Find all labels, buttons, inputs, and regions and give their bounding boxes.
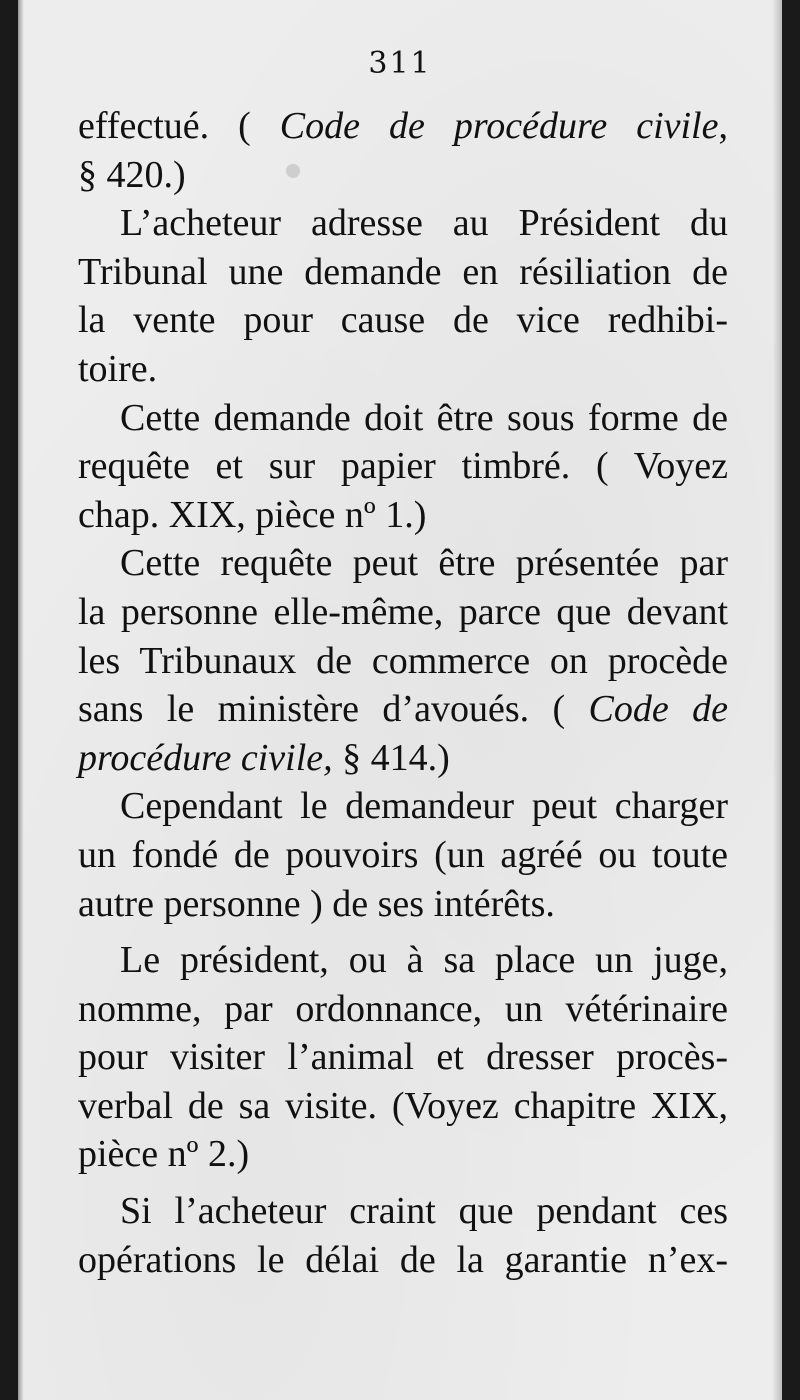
text-run: pièce nº 2.) [78, 1133, 250, 1176]
text-run: la vente pour cause de vice redhibi- [78, 299, 728, 342]
text-run: § 414.) [332, 736, 450, 779]
text-line [78, 936, 728, 985]
text-run: Cependant le demandeur peut charger [120, 785, 728, 828]
text-line [78, 1033, 728, 1082]
text-line [78, 442, 728, 491]
text-run: chap. XIX, pièce nº 1.) [78, 493, 427, 536]
text-run: requête et sur papier timbré. ( Voyez [78, 445, 728, 488]
text-line [78, 491, 728, 540]
text-run: Tribunal une demande en résiliation de [78, 250, 728, 293]
text-line [78, 539, 728, 588]
text-run: , [718, 105, 728, 147]
text-run: effectué. ( [78, 105, 280, 147]
text-run: la personne elle-même, parce que devant [78, 590, 728, 633]
body-text [78, 102, 728, 1284]
text-run: nomme, par ordonnance, un vétérinaire [78, 987, 728, 1030]
page-edge-right [772, 0, 782, 1400]
text-run: § 420.) [78, 153, 186, 196]
text-line [78, 199, 728, 248]
text-run: un fondé de pouvoirs (un agréé ou toute [78, 833, 728, 876]
text-line [78, 1236, 728, 1285]
italic-text: procédure civile, [78, 736, 333, 779]
text-line [78, 637, 728, 686]
text-run: Cette demande doit être sous forme de [120, 396, 728, 439]
text-run: Cette requête peut être présentée par [120, 542, 728, 585]
text-line [78, 394, 728, 443]
text-run: opérations le délai de la garantie n’ex- [78, 1238, 728, 1281]
page-number: 311 [368, 46, 432, 81]
text-run: pour visiter l’animal et dresser procès- [78, 1036, 728, 1079]
text-line [78, 102, 728, 151]
text-line [78, 734, 728, 783]
italic-text: Code de [588, 688, 728, 731]
text-line [78, 782, 728, 831]
text-line [78, 831, 728, 880]
text-run: verbal de sa visite. (Voyez chapitre XIX, [78, 1084, 728, 1127]
text-line [78, 151, 728, 200]
text-line [78, 345, 728, 394]
page-edge-left [18, 0, 24, 1400]
book-page [18, 0, 782, 1400]
text-run: autre personne ) de ses intérêts. [78, 882, 555, 925]
italic-text: Code de procédure civile [279, 105, 719, 147]
text-line [78, 880, 728, 929]
text-line [78, 588, 728, 637]
text-run: L’acheteur adresse au Président du [120, 202, 728, 245]
text-line [78, 296, 728, 345]
text-line [78, 248, 728, 297]
text-line [78, 985, 728, 1034]
text-run: sans le ministère d’avoués. ( [78, 688, 589, 731]
text-line [78, 1187, 728, 1236]
text-run: toire. [78, 347, 158, 390]
text-line [78, 1082, 728, 1131]
text-line [78, 685, 728, 734]
text-line [78, 1130, 728, 1179]
text-run: les Tribunaux de commerce on procède [78, 639, 728, 682]
text-run: Le président, ou à sa place un juge, [120, 939, 728, 982]
text-run: Si l’acheteur craint que pendant ces [120, 1190, 728, 1233]
